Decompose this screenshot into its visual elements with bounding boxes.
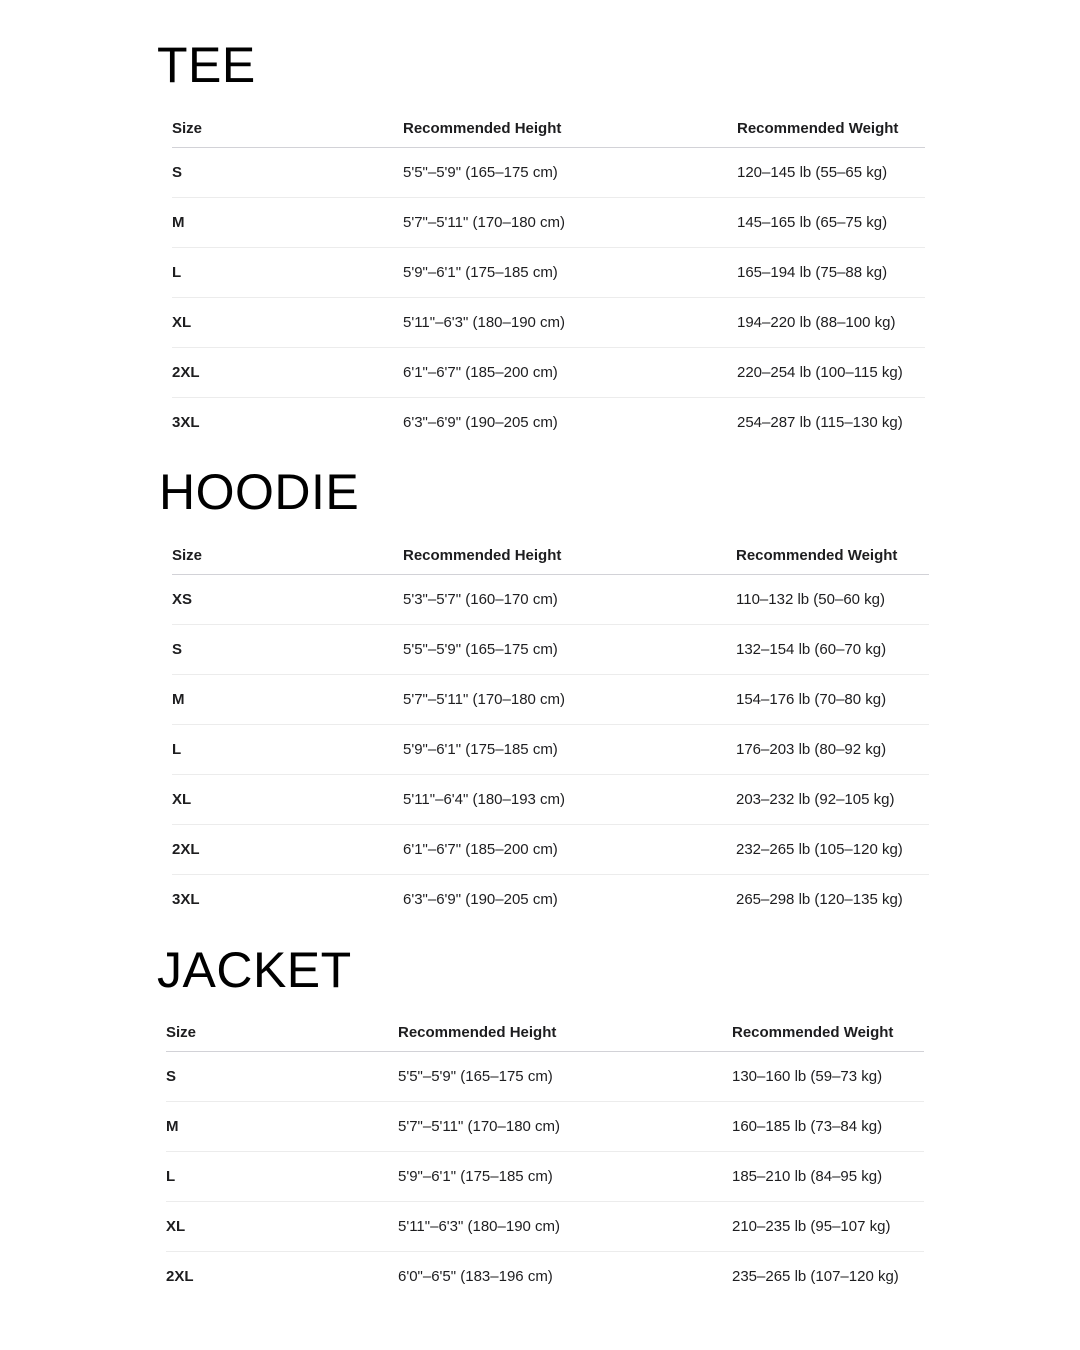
jacket-title: JACKET — [157, 942, 352, 998]
weight-cell: 265–298 lb (120–135 kg) — [736, 891, 903, 908]
height-cell: 5'5"–5'9" (165–175 cm) — [398, 1052, 732, 1102]
table-row — [172, 148, 925, 198]
weight-cell: 203–232 lb (92–105 kg) — [736, 775, 929, 825]
height-cell: 5'5"–5'9" (165–175 cm) — [403, 625, 736, 675]
weight-cell: 132–154 lb (60–70 kg) — [736, 625, 929, 675]
size-cell: XL — [172, 775, 403, 825]
weight-column-header: Recommended Weight — [737, 109, 925, 148]
weight-cell: 154–176 lb (70–80 kg) — [736, 675, 929, 725]
size-cell: XS — [172, 575, 403, 625]
weight-cell: 145–165 lb (65–75 kg) — [737, 198, 925, 248]
size-cell: S — [172, 148, 403, 198]
table-row — [166, 1152, 924, 1202]
table-row — [166, 1052, 924, 1102]
size-cell: S — [172, 625, 403, 675]
size-column-header: Size — [172, 109, 403, 148]
weight-cell: 210–235 lb (95–107 kg) — [732, 1202, 924, 1252]
table-row — [172, 825, 929, 875]
height-cell: 5'9"–6'1" (175–185 cm) — [403, 248, 737, 298]
table-row — [172, 198, 925, 248]
size-cell: 3XL — [172, 891, 200, 908]
table-row — [172, 298, 925, 348]
weight-cell: 220–254 lb (100–115 kg) — [737, 348, 925, 398]
weight-cell: 176–203 lb (80–92 kg) — [736, 725, 929, 775]
height-cell: 6'3"–6'9" (190–205 cm) — [403, 891, 558, 908]
table-row — [172, 398, 925, 448]
size-cell: L — [166, 1152, 398, 1202]
table-header-row — [172, 536, 929, 575]
jacket-size-table — [166, 1013, 924, 1301]
height-cell: 6'0"–6'5" (183–196 cm) — [398, 1268, 553, 1285]
height-cell: 5'7"–5'11" (170–180 cm) — [398, 1102, 732, 1152]
table-row — [166, 1252, 924, 1302]
table-row — [166, 1102, 924, 1152]
size-cell: 2XL — [172, 348, 403, 398]
size-cell: S — [166, 1052, 398, 1102]
size-cell: M — [172, 198, 403, 248]
height-cell: 6'1"–6'7" (185–200 cm) — [403, 348, 737, 398]
weight-cell: 160–185 lb (73–84 kg) — [732, 1102, 924, 1152]
table-row — [172, 348, 925, 398]
weight-cell: 254–287 lb (115–130 kg) — [737, 414, 903, 431]
weight-cell: 194–220 lb (88–100 kg) — [737, 298, 925, 348]
table-row — [172, 625, 929, 675]
height-cell: 5'11"–6'3" (180–190 cm) — [398, 1202, 732, 1252]
table-row — [172, 675, 929, 725]
weight-cell: 235–265 lb (107–120 kg) — [732, 1268, 899, 1285]
weight-cell: 165–194 lb (75–88 kg) — [737, 248, 925, 298]
height-cell: 6'1"–6'7" (185–200 cm) — [403, 825, 736, 875]
weight-cell: 130–160 lb (59–73 kg) — [732, 1052, 924, 1102]
tee-title: TEE — [157, 37, 256, 93]
height-cell: 5'5"–5'9" (165–175 cm) — [403, 148, 737, 198]
hoodie-size-table — [172, 536, 929, 924]
table-row — [172, 248, 925, 298]
weight-column-header: Recommended Weight — [736, 536, 929, 575]
table-row — [172, 775, 929, 825]
size-cell: L — [172, 248, 403, 298]
height-cell: 5'7"–5'11" (170–180 cm) — [403, 198, 737, 248]
size-cell: L — [172, 725, 403, 775]
size-cell: 3XL — [172, 414, 200, 431]
height-column-header: Recommended Height — [403, 536, 736, 575]
height-cell: 5'11"–6'3" (180–190 cm) — [403, 298, 737, 348]
hoodie-title: HOODIE — [159, 464, 360, 520]
weight-cell: 185–210 lb (84–95 kg) — [732, 1152, 924, 1202]
table-row — [166, 1202, 924, 1252]
height-cell: 5'11"–6'4" (180–193 cm) — [403, 775, 736, 825]
size-cell: 2XL — [166, 1268, 194, 1285]
size-column-header: Size — [166, 1013, 398, 1052]
height-column-header: Recommended Height — [403, 109, 737, 148]
size-cell: XL — [172, 298, 403, 348]
table-row — [172, 875, 929, 925]
weight-cell: 232–265 lb (105–120 kg) — [736, 825, 929, 875]
table-header-row — [166, 1013, 924, 1052]
table-row — [172, 575, 929, 625]
height-column-header: Recommended Height — [398, 1013, 732, 1052]
height-cell: 5'3"–5'7" (160–170 cm) — [403, 575, 736, 625]
size-cell: M — [172, 675, 403, 725]
size-cell: 2XL — [172, 825, 403, 875]
height-cell: 5'9"–6'1" (175–185 cm) — [403, 725, 736, 775]
weight-cell: 120–145 lb (55–65 kg) — [737, 148, 925, 198]
table-header-row — [172, 109, 925, 148]
height-cell: 6'3"–6'9" (190–205 cm) — [403, 414, 558, 431]
weight-cell: 110–132 lb (50–60 kg) — [736, 575, 929, 625]
tee-size-table — [172, 109, 925, 447]
height-cell: 5'7"–5'11" (170–180 cm) — [403, 675, 736, 725]
height-cell: 5'9"–6'1" (175–185 cm) — [398, 1152, 732, 1202]
table-row — [172, 725, 929, 775]
weight-column-header: Recommended Weight — [732, 1013, 924, 1052]
size-cell: M — [166, 1102, 398, 1152]
size-cell: XL — [166, 1202, 398, 1252]
size-column-header: Size — [172, 536, 403, 575]
